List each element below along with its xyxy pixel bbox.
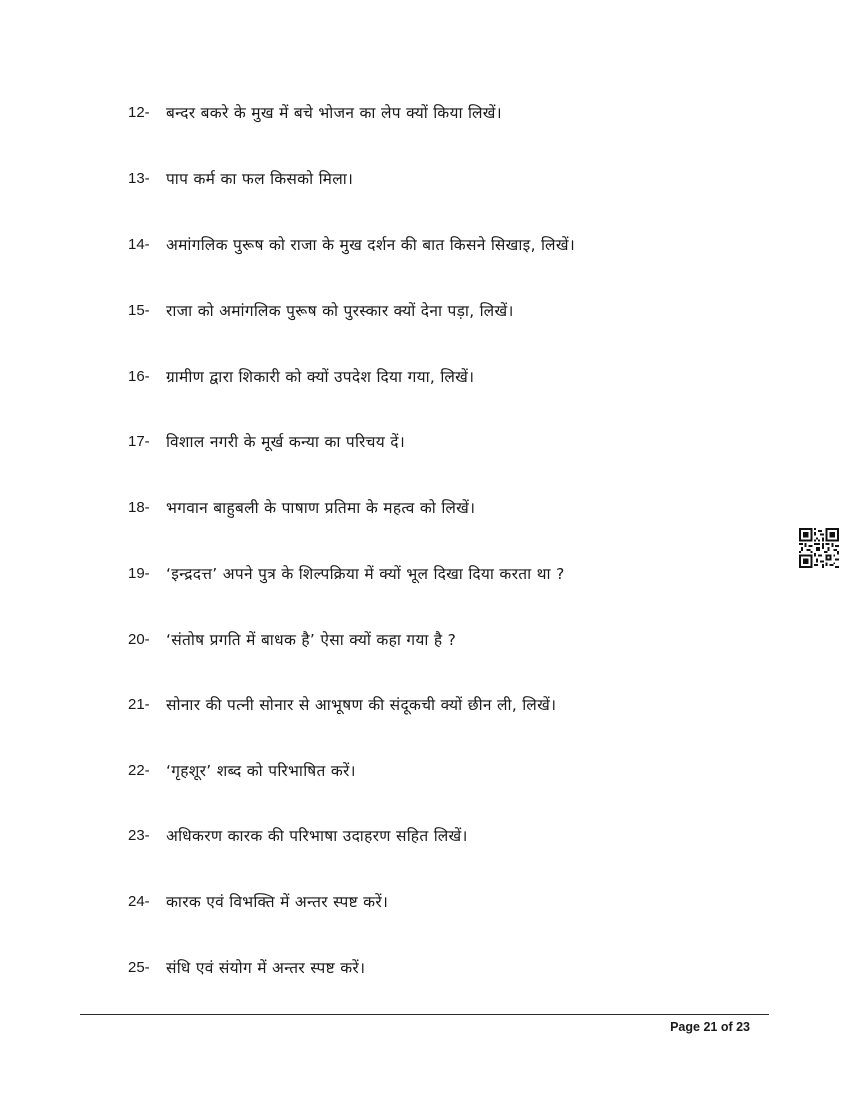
question-item: [0, 690, 780, 720]
question-item: [0, 296, 780, 326]
question-text: कारक एवं विभक्ति में अन्तर स्पष्ट करें।: [166, 893, 389, 911]
question-item: [0, 625, 780, 655]
question-number: 19-: [128, 565, 150, 582]
question-item: [0, 559, 780, 589]
page-prefix: Page: [670, 1020, 704, 1034]
question-number: 20-: [128, 631, 150, 648]
question-text: ‘गृहशूर’ शब्द को परिभाषित करें।: [166, 762, 356, 780]
question-item: [0, 756, 780, 786]
question-text: ‘संतोष प्रगति में बाधक है’ ऐसा क्यों कहा गया है ?: [166, 631, 457, 649]
question-number: 15-: [128, 302, 150, 319]
question-number: 25-: [128, 959, 150, 976]
question-number: 22-: [128, 762, 150, 779]
question-text: ‘इन्द्रदत्त’ अपने पुत्र के शिल्पक्रिया में क्यों भूल दिखा दिया करता था ?: [166, 565, 565, 583]
question-text: सोनार की पत्नी सोनार से आभूषण की संदूकची क्यों छीन ली, लिखें।: [166, 696, 557, 714]
question-item: [0, 164, 780, 194]
question-text: राजा को अमांगलिक पुरूष को पुरस्कार क्यों देना पड़ा, लिखें।: [166, 302, 514, 320]
question-text: भगवान बाहुबली के पाषाण प्रतिमा के महत्व को लिखें।: [166, 499, 476, 517]
page-current: 21: [703, 1020, 718, 1034]
question-item: [0, 98, 780, 128]
question-number: 24-: [128, 893, 150, 910]
page-of: of: [717, 1020, 737, 1034]
page-total: 23: [736, 1020, 750, 1034]
question-number: 18-: [128, 499, 150, 516]
question-number: 17-: [128, 433, 150, 450]
question-text: बन्दर बकरे के मुख में बचे भोजन का लेप क्यों किया लिखें।: [166, 104, 502, 122]
question-text: अधिकरण कारक की परिभाषा उदाहरण सहित लिखें।: [166, 827, 468, 845]
question-number: 21-: [128, 696, 150, 713]
question-item: [0, 230, 780, 260]
footer-divider: [80, 1014, 769, 1015]
question-text: पाप कर्म का फल किसको मिला।: [166, 170, 354, 188]
question-text: अमांगलिक पुरूष को राजा के मुख दर्शन की बात किसने सिखाइ, लिखें।: [166, 236, 576, 254]
question-item: [0, 362, 780, 392]
question-text: ग्रामीण द्वारा शिकारी को क्यों उपदेश दिया गया, लिखें।: [166, 368, 475, 386]
question-number: 13-: [128, 170, 150, 187]
qr-code-icon: [799, 528, 839, 568]
question-number: 16-: [128, 368, 150, 385]
question-number: 12-: [128, 104, 150, 121]
question-item: [0, 953, 780, 983]
question-item: [0, 821, 780, 851]
question-text: विशाल नगरी के मूर्ख कन्या का परिचय दें।: [166, 433, 406, 451]
question-number: 23-: [128, 827, 150, 844]
question-item: [0, 427, 780, 457]
question-number: 14-: [128, 236, 150, 253]
question-item: [0, 887, 780, 917]
question-text: संधि एवं संयोग में अन्तर स्पष्ट करें।: [166, 959, 366, 977]
page-number: [670, 1020, 750, 1034]
question-item: [0, 493, 780, 523]
